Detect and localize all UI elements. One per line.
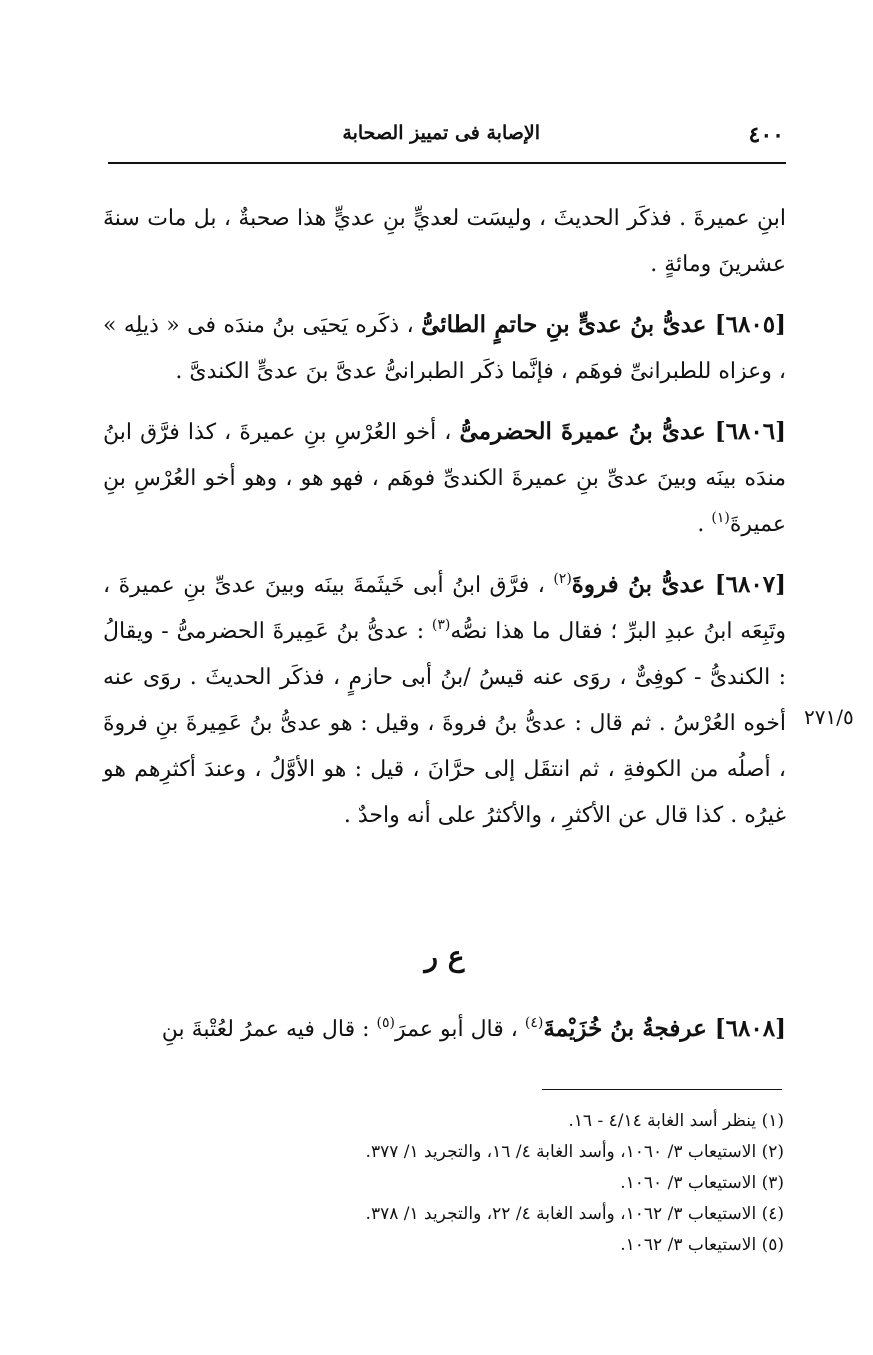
page-number: ٤٠٠: [748, 122, 784, 148]
paragraph-text: ابنِ عميرةَ . فذكَر الحديثَ ، وليسَت لعديٍّ بنِ عديٍّ هذا صحبةٌ ، بل مات سنةَ عشرينَ ومائةٍ .: [103, 206, 786, 277]
footnote: (٥) الاستيعاب ٣/ ١٠٦٢.: [620, 1235, 784, 1255]
entry-text: : قال فيه عمرُ لعُتْبةَ بنِ: [161, 1017, 370, 1042]
entry-6805: [103, 302, 786, 395]
entry-text: ، قال أبو عمرَ: [395, 1017, 518, 1042]
main-text: [103, 196, 786, 853]
entry-text: ، فرَّق ابنُ أبى خَيثَمةَ بينَه وبينَ عدىِّ بنِ عميرةَ ، وتَبِعَه ابنُ عبدِ البرِّ ؛ فقال ما هذا نصُّه: [103, 573, 787, 644]
footnote: (١) ينظر أسد الغابة ٤/١٤ - ١٦.: [568, 1111, 784, 1131]
footnotes: [108, 1106, 784, 1261]
margin-reference: ٢٧١/٥: [804, 705, 854, 729]
entry-6806: [103, 409, 786, 548]
entry-text: : عدىُّ بنُ عَمِيرةَ الحضرمىُّ - ويقالُ : الكندىُّ - كوفِىٌّ ، روَى عنه قيسُ /بنُ أبى حازمٍ ، فذكَر الحديثَ . روَى عنه أخوه العُرْسُ . ثم قال : عدىُّ بنُ فروةَ ، وقيل : هو عدىُّ بنُ عَمِيرةَ بنِ فروةَ ، أصلُه من الكوفةِ ، ثم انتقَل إلى حرَّانَ ، قيل : هو الأوَّلُ ، وعندَ أكثرِهم هو غيرُه . كذا قال عن الأكثرِ ، والأكثرُ على أنه واحدٌ .: [103, 619, 786, 828]
footnote-ref: (٥): [376, 1015, 395, 1031]
entry-6808: [103, 1006, 786, 1053]
footnote: (٢) الاستيعاب ٣/ ١٠٦٠، وأسد الغابة ٤/ ١٦، والتجريد ١/ ٣٧٧.: [365, 1142, 784, 1162]
footnote-rule: [542, 1089, 782, 1090]
footnote-ref: (١): [711, 510, 730, 526]
footnote: (٣) الاستيعاب ٣/ ١٠٦٠.: [620, 1173, 784, 1193]
footnote-ref: (٤): [524, 1015, 544, 1031]
footnote: (٤) الاستيعاب ٣/ ١٠٦٢، وأسد الغابة ٤/ ٢٢، والتجريد ١/ ٣٧٨.: [365, 1204, 784, 1224]
entry-text: ، أخو العُرْسِ بنِ عميرةَ ، كذا فرَّق ابنُ مندَه بينَه وبينَ عدىِّ بنِ عميرةَ الكندىِّ فوهَم ، فهو هو ، وهو أخو العُرْسِ بنِ عميرةَ: [103, 420, 786, 537]
entry-6807: [103, 562, 786, 839]
page-header: [108, 122, 784, 156]
entry-text-tail: .: [697, 512, 705, 537]
entry-heading: [٦٨٠٨] عرفجةُ بنُ خُزَيْمةَ: [543, 1015, 786, 1042]
header-rule: [108, 162, 786, 164]
section-heading: ع ر: [424, 940, 465, 973]
entry-text: ، ذكَره يَحيَى بنُ مندَه فى « ذيلِه » ، وعزاه للطبرانىِّ فوهَم ، فإنَّما ذكَر الطبرانىُّ عدىَّ بنَ عدىٍّ الكندىَّ .: [103, 313, 786, 384]
footnote-ref: (٢): [553, 571, 572, 587]
entry-heading: [٦٨٠٥] عدىُّ بنُ عدىٍّ بنِ حاتمٍ الطائىُّ: [421, 311, 787, 338]
running-title: الإصابة فى تمييز الصحابة: [342, 122, 540, 144]
entry-heading: [٦٨٠٦] عدىُّ بنُ عميرةَ الحضرمىُّ: [459, 418, 786, 445]
footnote-ref: (٣): [431, 617, 451, 633]
entry-heading: [٦٨٠٧] عدىُّ بنُ فروةَ: [571, 571, 787, 598]
paragraph-continuation: [103, 196, 786, 288]
